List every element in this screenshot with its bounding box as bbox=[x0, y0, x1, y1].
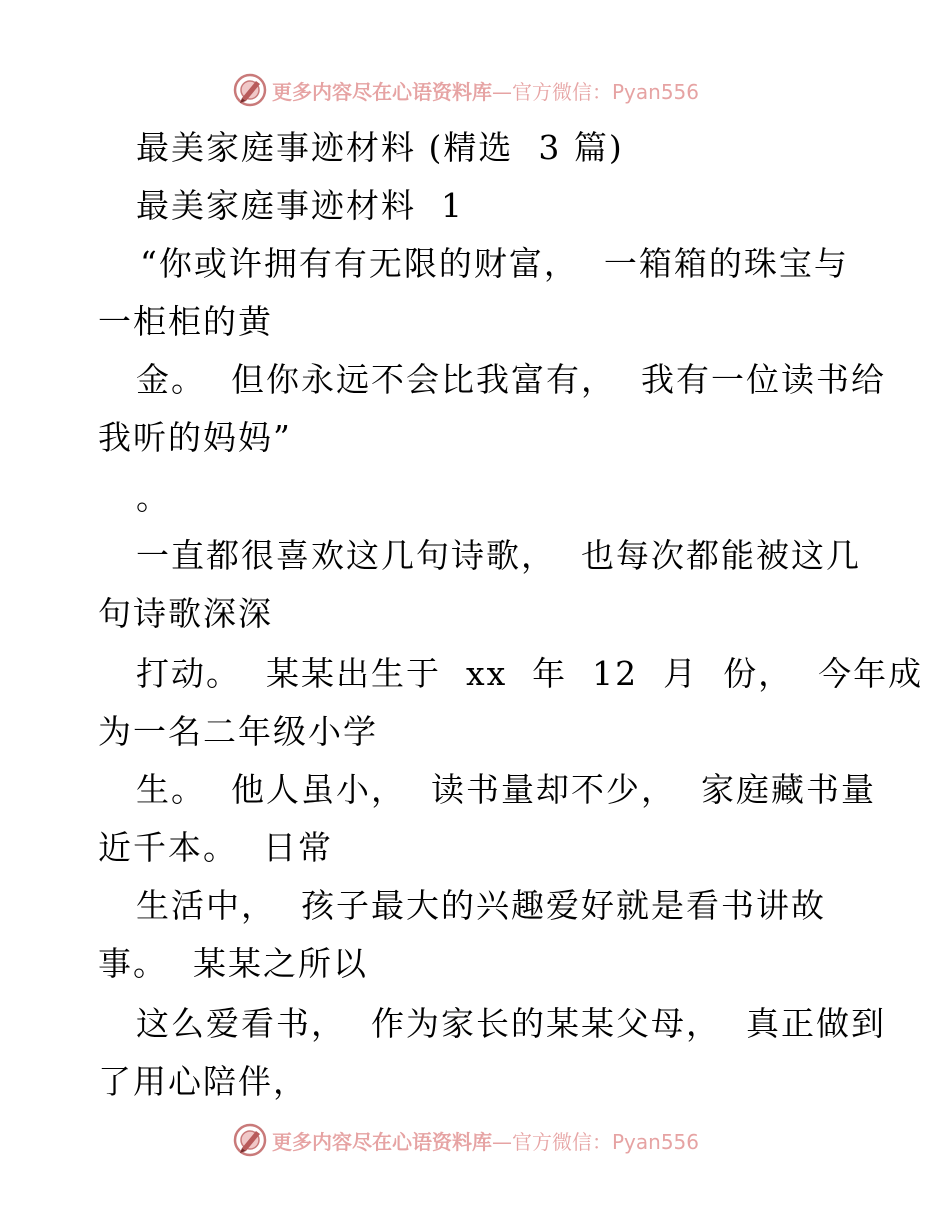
doc-line-text: 我听的妈妈” bbox=[98, 418, 292, 457]
doc-line-text: 。 bbox=[136, 478, 171, 517]
footer-banner-wechat: —官方微信：Pyan556 bbox=[492, 1129, 700, 1154]
doc-line-title: 最美家庭事迹材料 (精选 3 篇) bbox=[136, 128, 624, 167]
header-banner bbox=[232, 70, 699, 110]
doc-line-text: 为一名二年级小学 bbox=[98, 712, 378, 751]
doc-line-text: 生。 他人虽小， 读书量却不少， 家庭藏书量 bbox=[136, 770, 876, 809]
doc-line-text: 事。 某某之所以 bbox=[98, 944, 368, 983]
header-banner-wechat: —官方微信：Pyan556 bbox=[492, 79, 700, 104]
doc-line-text: “你或许拥有有无限的财富， 一箱箱的珠宝与 bbox=[140, 244, 849, 283]
pen-circle-logo-icon bbox=[232, 1122, 268, 1158]
footer-banner-title: 更多内容尽在心语资料库 bbox=[272, 1129, 492, 1154]
doc-line-text: 了用心陪伴， bbox=[98, 1062, 308, 1101]
doc-line-text: 生活中， 孩子最大的兴趣爱好就是看书讲故 bbox=[136, 886, 826, 925]
header-banner-title: 更多内容尽在心语资料库 bbox=[272, 79, 492, 104]
doc-line-text: 金。 但你永远不会比我富有， 我有一位读书给 bbox=[136, 360, 886, 399]
doc-line-text: 这么爱看书， 作为家长的某某父母， 真正做到 bbox=[136, 1004, 886, 1043]
pen-circle-logo-icon bbox=[232, 72, 268, 108]
doc-line-text: 近千本。 日常 bbox=[98, 828, 333, 867]
doc-line-text: 一柜柜的黄 bbox=[98, 302, 273, 341]
doc-line-subtitle: 最美家庭事迹材料 1 bbox=[136, 186, 464, 225]
doc-line-text: 句诗歌深深 bbox=[98, 594, 273, 633]
doc-line-text: 一直都很喜欢这几句诗歌， 也每次都能被这几 bbox=[136, 536, 861, 575]
doc-line-text: 打动。 某某出生于 xx 年 12 月 份， 今年成 bbox=[136, 654, 924, 693]
footer-banner bbox=[232, 1120, 699, 1160]
